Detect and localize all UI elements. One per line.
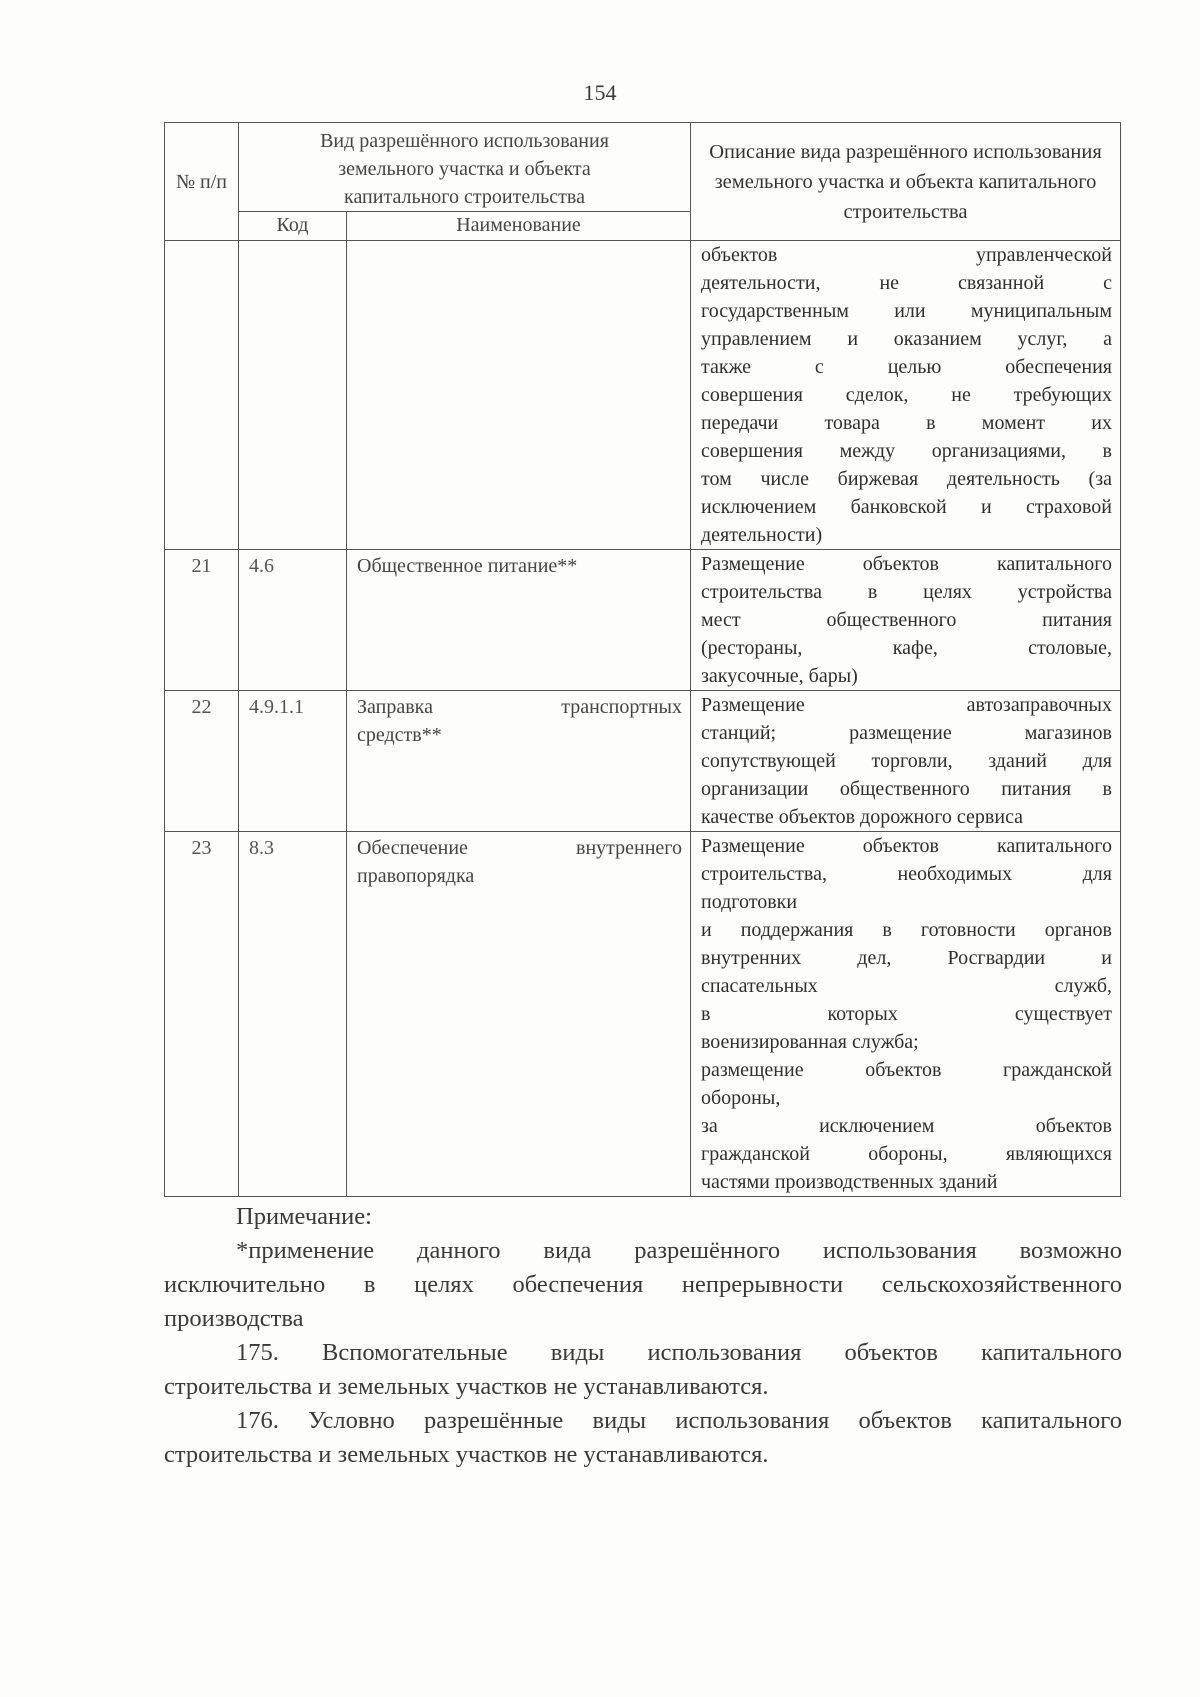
name-line: Заправка транспортных xyxy=(357,696,682,718)
desc-line: частями производственных зданий xyxy=(701,1171,998,1193)
cell-num: 23 xyxy=(165,832,239,1197)
cell-num: 22 xyxy=(165,691,239,832)
table-row xyxy=(165,832,1121,1197)
cell-desc xyxy=(691,691,1121,832)
desc-line: в которых существует xyxy=(701,1003,1112,1025)
desc-line: внутренних дел, Росгвардии и xyxy=(701,947,1112,969)
desc-line: станций; размещение магазинов xyxy=(701,722,1112,744)
cell-desc xyxy=(691,241,1121,550)
paragraph-176-line: строительства и земельных участков не устанавливаются. xyxy=(164,1441,769,1468)
cell-code: 4.9.1.1 xyxy=(239,691,347,832)
desc-line: мест общественного питания xyxy=(701,609,1112,631)
cell-code xyxy=(239,241,347,550)
desc-line: том числе биржевая деятельность (за xyxy=(701,468,1112,490)
cell-num: 21 xyxy=(165,550,239,691)
desc-line: Размещение автозаправочных xyxy=(701,694,1112,716)
desc-line: обороны, xyxy=(701,1087,781,1109)
paragraph-175-line: 175. Вспомогательные виды использования объектов капитального xyxy=(236,1339,1122,1366)
cell-code: 8.3 xyxy=(239,832,347,1197)
desc-line: Размещение объектов капитального xyxy=(701,553,1112,575)
desc-line: исключением банковской и страховой xyxy=(701,496,1112,518)
cell-name xyxy=(347,550,691,691)
notes-section xyxy=(164,1200,1122,1472)
cell-num xyxy=(165,241,239,550)
header-num: № п/п xyxy=(165,123,239,241)
permitted-use-table xyxy=(164,122,1121,1197)
desc-line: совершения между организациями, в xyxy=(701,440,1112,462)
header-name: Наименование xyxy=(347,212,691,241)
cell-name xyxy=(347,691,691,832)
desc-line: государственным или муниципальным xyxy=(701,300,1112,322)
desc-line: совершения сделок, не требующих xyxy=(701,384,1112,406)
table-row xyxy=(165,550,1121,691)
name-line: Обеспечение внутреннего xyxy=(357,837,682,859)
desc-line: качестве объектов дорожного сервиса xyxy=(701,806,1024,828)
desc-line: передачи товара в момент их xyxy=(701,412,1112,434)
page-number: 154 xyxy=(583,80,617,105)
cell-name xyxy=(347,832,691,1197)
desc-line: и поддержания в готовности органов xyxy=(701,919,1112,941)
header-desc: Описание вида разрешённого использования земельного участка и объекта капитального строительства xyxy=(691,123,1121,241)
header-code: Код xyxy=(239,212,347,241)
name-line: средств** xyxy=(357,724,442,746)
cell-desc xyxy=(691,550,1121,691)
cell-name xyxy=(347,241,691,550)
desc-line: деятельности, не связанной с xyxy=(701,272,1112,294)
table-row-continuation xyxy=(165,241,1121,550)
name-line: правопорядка xyxy=(357,865,475,887)
desc-line: спасательных служб, xyxy=(701,975,1112,997)
desc-line: деятельности) xyxy=(701,524,823,546)
desc-line: военизированная служба; xyxy=(701,1031,919,1053)
name-line: Общественное питание** xyxy=(357,555,578,577)
desc-line: также с целью обеспечения xyxy=(701,356,1112,378)
cell-desc xyxy=(691,832,1121,1197)
desc-line: (рестораны, кафе, столовые, xyxy=(701,637,1112,659)
table-header-row xyxy=(165,123,1121,212)
paragraph-176-line: 176. Условно разрешённые виды использования объектов капитального xyxy=(236,1407,1122,1434)
desc-line: за исключением объектов xyxy=(701,1115,1112,1137)
paragraph-175-line: строительства и земельных участков не устанавливаются. xyxy=(164,1373,769,1400)
table-row xyxy=(165,691,1121,832)
note-text-line: исключительно в целях обеспечения непрерывности сельскохозяйственного xyxy=(164,1271,1122,1298)
desc-line: Размещение объектов капитального xyxy=(701,835,1112,857)
desc-line: размещение объектов гражданской xyxy=(701,1059,1112,1081)
desc-line: строительства, необходимых для xyxy=(701,863,1112,885)
header-vid: Вид разрешённого использования земельного участка и объекта капитального строительства xyxy=(239,123,691,212)
desc-line: управлением и оказанием услуг, а xyxy=(701,328,1112,350)
desc-line: подготовки xyxy=(701,891,798,913)
desc-line: закусочные, бары) xyxy=(701,665,858,687)
desc-line: сопутствующей торговли, зданий для xyxy=(701,750,1112,772)
desc-line: организации общественного питания в xyxy=(701,778,1112,800)
note-text-line: *применение данного вида разрешённого использования возможно xyxy=(236,1237,1122,1264)
desc-line: объектов управленческой xyxy=(701,244,1112,266)
cell-code: 4.6 xyxy=(239,550,347,691)
notes-title: Примечание: xyxy=(236,1203,372,1230)
note-text-line: производства xyxy=(164,1305,304,1332)
desc-line: строительства в целях устройства xyxy=(701,581,1112,603)
desc-line: гражданской обороны, являющихся xyxy=(701,1143,1112,1165)
